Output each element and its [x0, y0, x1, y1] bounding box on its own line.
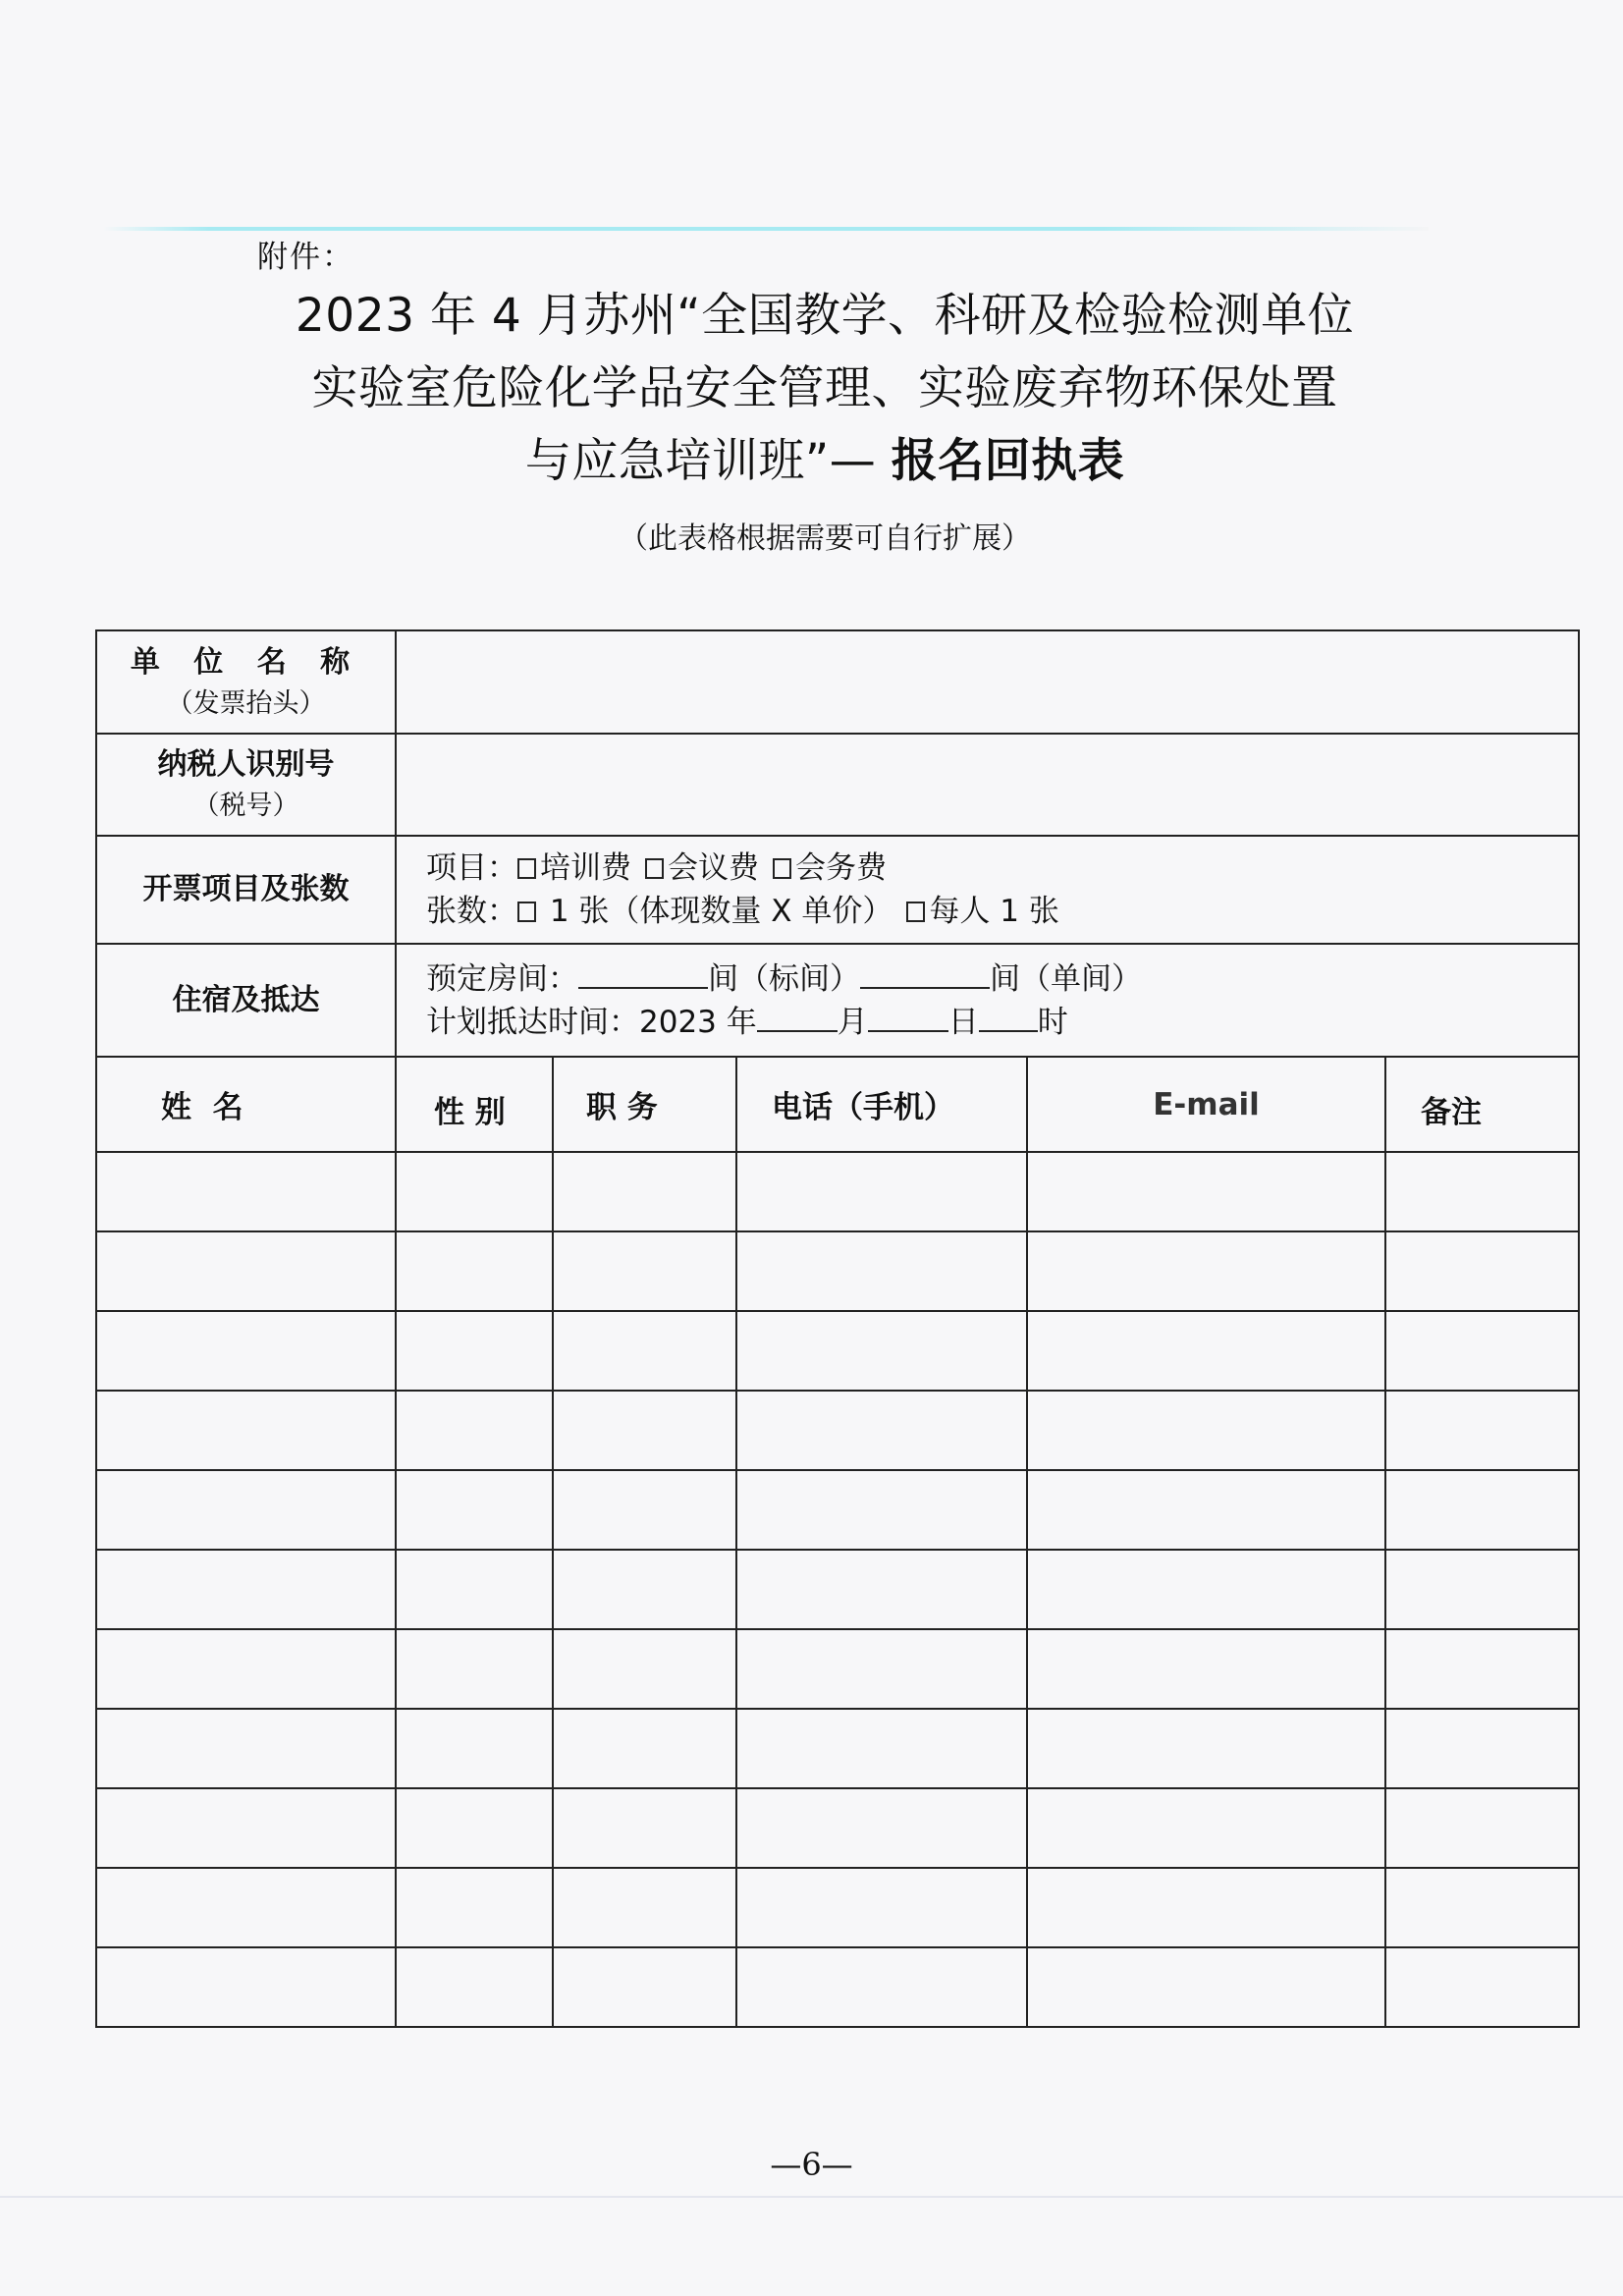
- attendee-row: [96, 1470, 1579, 1550]
- attendee-gender-cell[interactable]: [396, 1709, 553, 1788]
- attendee-name-cell[interactable]: [96, 1629, 396, 1709]
- standard-room-label: 间（标间）: [708, 960, 860, 997]
- attendee-name-cell[interactable]: [96, 1788, 396, 1868]
- room-prefix: 预定房间：: [426, 960, 578, 997]
- title-line-3: [147, 425, 1502, 498]
- attendee-email-cell[interactable]: [1027, 1868, 1385, 1947]
- attendee-phone-cell[interactable]: [736, 1868, 1027, 1947]
- attendee-remarks-cell[interactable]: [1385, 1709, 1579, 1788]
- unit-name-sublabel: （发票抬头）: [166, 687, 326, 719]
- attendee-row: [96, 1709, 1579, 1788]
- column-header-row: [96, 1057, 1579, 1152]
- unit-name-row: [96, 630, 1579, 734]
- invoice-count-line: [426, 890, 1578, 933]
- attendee-email-cell[interactable]: [1027, 1550, 1385, 1629]
- taxpayer-row: [96, 734, 1579, 836]
- column-header-email: E-mail: [1027, 1057, 1385, 1152]
- lodging-cell: [396, 944, 1579, 1057]
- arrival-prefix: 计划抵达时间：2023 年: [426, 1004, 757, 1040]
- column-header-phone: 电话（手机）: [736, 1057, 1027, 1152]
- column-header-position: 职 务: [553, 1057, 736, 1152]
- attendee-email-cell[interactable]: [1027, 1311, 1385, 1391]
- attendee-remarks-cell[interactable]: [1385, 1152, 1579, 1231]
- attendee-gender-cell[interactable]: [396, 1391, 553, 1470]
- attendee-position-cell[interactable]: [553, 1391, 736, 1470]
- checkbox-training-fee[interactable]: [517, 858, 536, 879]
- attendee-phone-cell[interactable]: [736, 1311, 1027, 1391]
- taxpayer-id-field[interactable]: [396, 734, 1579, 836]
- attendee-email-cell[interactable]: [1027, 1788, 1385, 1868]
- taxpayer-label: 纳税人识别号: [157, 747, 335, 782]
- attendee-phone-cell[interactable]: [736, 1550, 1027, 1629]
- attendee-position-cell[interactable]: [553, 1868, 736, 1947]
- attendee-row: [96, 1550, 1579, 1629]
- taxpayer-label-cell: [96, 734, 396, 836]
- lodging-label: 住宿及抵达: [96, 944, 396, 1057]
- attendee-row: [96, 1868, 1579, 1947]
- unit-name-label-cell: [96, 630, 396, 734]
- attendee-phone-cell[interactable]: [736, 1947, 1027, 2027]
- title-line-2: 实验室危险化学品安全管理、实验废弃物环保处置: [311, 361, 1338, 415]
- arrival-time-line: [426, 1001, 1578, 1044]
- standard-room-count-field[interactable]: [578, 957, 708, 989]
- page-number: —6—: [770, 2146, 853, 2183]
- attendee-position-cell[interactable]: [553, 1311, 736, 1391]
- attendee-gender-cell[interactable]: [396, 1152, 553, 1231]
- title-form-name: 报名回执表: [891, 434, 1125, 488]
- column-header-name: 姓 名: [96, 1057, 396, 1152]
- attendee-gender-cell[interactable]: [396, 1311, 553, 1391]
- scan-artifact-bottom-line: [0, 2196, 1623, 2198]
- attendee-name-cell[interactable]: [96, 1947, 396, 2027]
- arrival-month-label: 月: [837, 1004, 868, 1040]
- invoice-count-prefix: 张数：: [426, 894, 517, 929]
- arrival-hour-label: 时: [1037, 1004, 1068, 1040]
- attendee-position-cell[interactable]: [553, 1550, 736, 1629]
- registration-form-table: [95, 629, 1580, 2028]
- arrival-day-field[interactable]: [868, 1001, 948, 1032]
- taxpayer-sublabel: （税号）: [192, 791, 299, 821]
- attendee-gender-cell[interactable]: [396, 1550, 553, 1629]
- attendee-position-cell[interactable]: [553, 1152, 736, 1231]
- attendee-phone-cell[interactable]: [736, 1152, 1027, 1231]
- attendee-gender-cell[interactable]: [396, 1868, 553, 1947]
- lodging-row: [96, 944, 1579, 1057]
- arrival-day-label: 日: [947, 1004, 979, 1040]
- attendee-row: [96, 1947, 1579, 2027]
- invoice-items-prefix: 项目：: [426, 850, 517, 886]
- attendee-name-cell[interactable]: [96, 1391, 396, 1470]
- attendee-phone-cell[interactable]: [736, 1231, 1027, 1311]
- attendee-row: [96, 1231, 1579, 1311]
- single-room-count-field[interactable]: [860, 957, 990, 989]
- invoice-items-line: [426, 847, 1578, 890]
- single-room-label: 间（单间）: [990, 960, 1142, 997]
- attendee-name-cell[interactable]: [96, 1709, 396, 1788]
- attendee-phone-cell[interactable]: [736, 1391, 1027, 1470]
- attendee-remarks-cell[interactable]: [1385, 1629, 1579, 1709]
- attendee-email-cell[interactable]: [1027, 1391, 1385, 1470]
- arrival-month-field[interactable]: [757, 1001, 838, 1032]
- subtitle-note: （此表格根据需要可自行扩展）: [619, 521, 1031, 556]
- attendee-row: [96, 1391, 1579, 1470]
- attendee-row: [96, 1629, 1579, 1709]
- attendee-email-cell[interactable]: [1027, 1470, 1385, 1550]
- attendee-name-cell[interactable]: [96, 1152, 396, 1231]
- checkbox-conference-service-fee[interactable]: [773, 858, 791, 879]
- scan-artifact-line: [103, 227, 1429, 231]
- attendee-position-cell[interactable]: [553, 1231, 736, 1311]
- column-header-gender: 性 别: [396, 1057, 553, 1152]
- attendee-position-cell[interactable]: [553, 1470, 736, 1550]
- attendee-position-cell[interactable]: [553, 1788, 736, 1868]
- attendee-position-cell[interactable]: [553, 1709, 736, 1788]
- attendee-phone-cell[interactable]: [736, 1629, 1027, 1709]
- invoice-options-cell: [396, 836, 1579, 944]
- checkbox-single-invoice[interactable]: [517, 902, 536, 922]
- attendee-name-cell[interactable]: [96, 1311, 396, 1391]
- unit-name-field[interactable]: [396, 630, 1579, 734]
- document-title: [147, 280, 1502, 498]
- attendee-email-cell[interactable]: [1027, 1231, 1385, 1311]
- attendee-name-cell[interactable]: [96, 1868, 396, 1947]
- attendee-phone-cell[interactable]: [736, 1788, 1027, 1868]
- attendee-rows: [96, 1152, 1579, 2027]
- option-meeting-fee: 会议费: [668, 850, 759, 886]
- attendee-email-cell[interactable]: [1027, 1629, 1385, 1709]
- attendee-remarks-cell[interactable]: [1385, 1470, 1579, 1550]
- attendee-position-cell[interactable]: [553, 1629, 736, 1709]
- checkbox-per-person-invoice[interactable]: [906, 902, 925, 922]
- attendee-gender-cell[interactable]: [396, 1470, 553, 1550]
- attendee-email-cell[interactable]: [1027, 1947, 1385, 2027]
- attendee-phone-cell[interactable]: [736, 1470, 1027, 1550]
- attendee-email-cell[interactable]: [1027, 1152, 1385, 1231]
- attendee-remarks-cell[interactable]: [1385, 1311, 1579, 1391]
- option-training-fee: 培训费: [540, 850, 631, 886]
- column-header-remarks: 备注: [1385, 1057, 1579, 1152]
- attendee-email-cell[interactable]: [1027, 1709, 1385, 1788]
- attendee-phone-cell[interactable]: [736, 1709, 1027, 1788]
- attendee-remarks-cell[interactable]: [1385, 1947, 1579, 2027]
- attendee-name-cell[interactable]: [96, 1470, 396, 1550]
- title-line-3-prefix: 与应急培训班”—: [524, 434, 892, 488]
- attendee-gender-cell[interactable]: [396, 1947, 553, 2027]
- attendee-name-cell[interactable]: [96, 1550, 396, 1629]
- attendee-gender-cell[interactable]: [396, 1629, 553, 1709]
- attendee-position-cell[interactable]: [553, 1947, 736, 2027]
- attendee-row: [96, 1311, 1579, 1391]
- attendee-gender-cell[interactable]: [396, 1788, 553, 1868]
- arrival-hour-field[interactable]: [979, 1001, 1038, 1032]
- attendee-row: [96, 1788, 1579, 1868]
- unit-name-label: 单 位 名 称: [130, 644, 362, 680]
- option-per-person-invoice: 每人 1 张: [929, 894, 1059, 929]
- attendee-remarks-cell[interactable]: [1385, 1788, 1579, 1868]
- invoice-row: [96, 836, 1579, 944]
- option-conference-service-fee: 会务费: [795, 850, 887, 886]
- option-single-invoice: 1 张（体现数量 X 单价）: [549, 894, 893, 929]
- invoice-label: 开票项目及张数: [96, 836, 396, 944]
- attachment-label: 附件：: [257, 240, 354, 275]
- attendee-gender-cell[interactable]: [396, 1231, 553, 1311]
- attendee-name-cell[interactable]: [96, 1231, 396, 1311]
- attendee-remarks-cell[interactable]: [1385, 1868, 1579, 1947]
- attendee-row: [96, 1152, 1579, 1231]
- checkbox-meeting-fee[interactable]: [645, 858, 664, 879]
- title-line-1: 2023 年 4 月苏州“全国教学、科研及检验检测单位: [295, 289, 1355, 343]
- attendee-remarks-cell[interactable]: [1385, 1550, 1579, 1629]
- attendee-remarks-cell[interactable]: [1385, 1231, 1579, 1311]
- room-booking-line: [426, 957, 1578, 1001]
- attendee-remarks-cell[interactable]: [1385, 1391, 1579, 1470]
